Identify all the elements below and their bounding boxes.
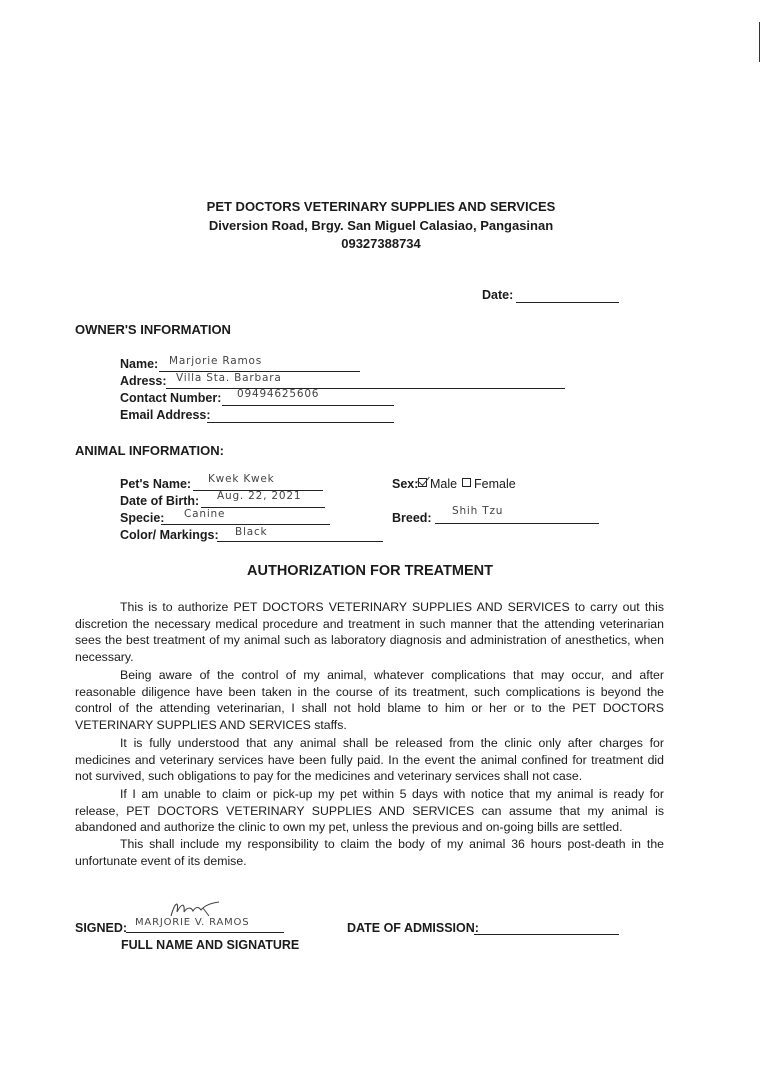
pet-name-field[interactable] (193, 475, 323, 491)
sex-male-label: Male (430, 477, 458, 491)
owner-address-value: Villa Sta. Barbara (176, 372, 282, 384)
date-of-birth-value: Aug. 22, 2021 (217, 490, 302, 502)
specie-value: Canine (184, 508, 226, 520)
clinic-name: PET DOCTORS VETERINARY SUPPLIES AND SERVICES (206, 199, 556, 214)
contact-number-value: 09494625606 (237, 388, 320, 400)
color-markings-label: Color/ Markings: (120, 528, 219, 542)
sex-male-option[interactable] (414, 477, 457, 491)
breed-value: Shih Tzu (452, 505, 504, 517)
contact-number-field[interactable] (222, 390, 394, 406)
authorization-title: AUTHORIZATION FOR TREATMENT (247, 563, 493, 579)
signature-caption: FULL NAME AND SIGNATURE (121, 938, 300, 952)
sex-label: Sex: (392, 477, 419, 491)
date-field[interactable] (516, 287, 619, 303)
breed-field[interactable] (435, 505, 599, 524)
breed-label: Breed: (392, 511, 432, 525)
owner-name-label: Name: (120, 357, 159, 371)
owner-name-value: Marjorie Ramos (169, 355, 263, 367)
date-of-birth-field[interactable] (201, 492, 325, 508)
signed-value: MARJORIE V. RAMOS (135, 917, 250, 928)
pet-name-value: Kwek Kwek (208, 473, 275, 485)
scan-edge-line (759, 22, 760, 62)
authorization-paragraph-3: It is fully understood that any animal shall be released from the clinic only after charges for medicines and veterinary services have been fully paid. In the event the animal confined for treatment did not survived, such obligations to pay for the medicines and veterinary services shall not case. (75, 736, 664, 783)
owner-address-field[interactable] (166, 373, 565, 389)
date-label: Date: (482, 288, 514, 302)
authorization-paragraph-4: If I am unable to claim or pick-up my pet within 5 days with notice that my animal is ready for release, PET DOCTORS VETERINARY SUPPLIES AND SERVICES can assume that my animal is abandoned and authorize the clinic to own my pet, unless the previous and on-going bills are settled. (75, 787, 664, 834)
specie-field[interactable] (161, 509, 330, 525)
sex-female-option[interactable] (458, 477, 516, 491)
pet-name-label: Pet's Name: (120, 477, 192, 491)
authorization-paragraph-2: Being aware of the control of my animal, whatever complications that may occur, and after reasonable diligence have been taken in the course of its treatment, such complications is beyond the control of the attending veterinarian, I shall not hold blame to him or her or to the PET DOCTORS VETERINARY SUPPLIES AND SERVICES staffs. (75, 668, 664, 732)
specie-label: Specie: (120, 511, 165, 525)
owner-name-field[interactable] (159, 356, 360, 372)
authorization-paragraph-5: This shall include my responsibility to claim the body of my animal 36 hours post-death in the unfortunate event of its demise. (75, 837, 664, 868)
signed-label: SIGNED: (75, 921, 128, 935)
contact-number-label: Contact Number: (120, 391, 222, 405)
color-markings-field[interactable] (217, 526, 383, 542)
clinic-phone: 09327388734 (341, 236, 421, 251)
owner-address-label: Adress: (120, 374, 167, 388)
animal-section-title: ANIMAL INFORMATION: (75, 443, 224, 458)
signed-field[interactable] (126, 917, 284, 933)
owner-section-title: OWNER'S INFORMATION (75, 322, 231, 337)
male-checkbox-checked-icon[interactable] (418, 478, 427, 487)
email-address-field[interactable] (207, 407, 394, 423)
clinic-address: Diversion Road, Brgy. San Miguel Calasiao, Pangasinan (208, 218, 554, 233)
female-checkbox-icon[interactable] (462, 478, 471, 487)
sex-female-label: Female (474, 477, 516, 491)
date-of-birth-label: Date of Birth: (120, 494, 200, 508)
date-of-admission-field[interactable] (474, 919, 619, 935)
color-markings-value: Black (235, 526, 268, 538)
email-address-label: Email Address: (120, 408, 211, 422)
authorization-paragraph-1: This is to authorize PET DOCTORS VETERINARY SUPPLIES AND SERVICES to carry out this discretion the necessary medical procedure and treatment in such manner that the attending veterinarian sees the best treatment of my animal such as laboratory diagnosis and administration of anesthetics, when necessary. (75, 600, 664, 664)
date-of-admission-label: DATE OF ADMISSION: (347, 921, 479, 935)
